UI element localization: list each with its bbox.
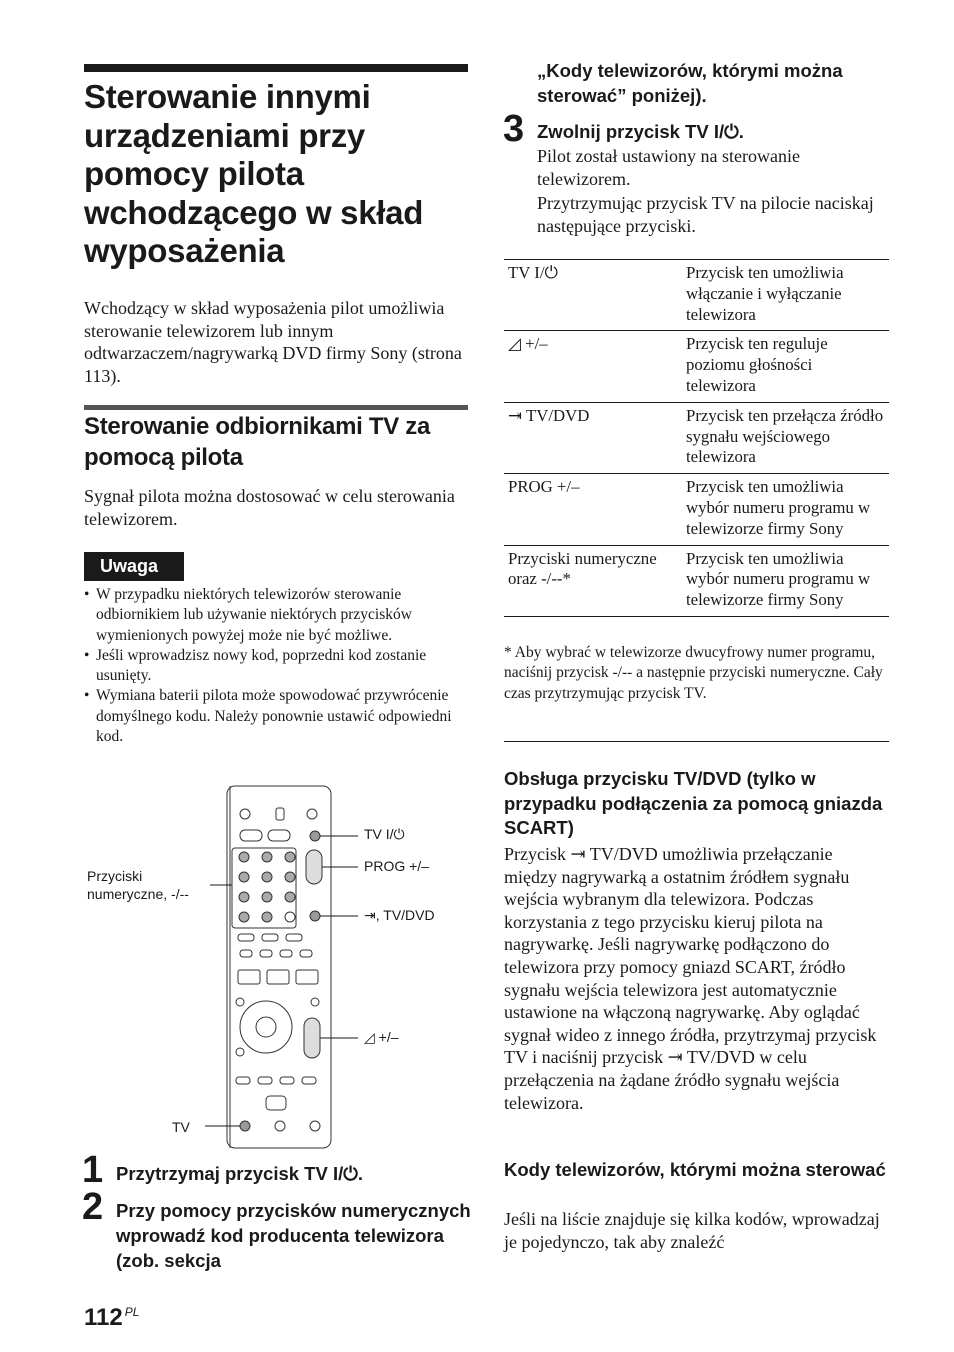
callout-volume: [364, 1028, 399, 1046]
table-row: [504, 474, 889, 545]
button-table: [504, 259, 889, 617]
codes-paragraph: Jeśli na liście znajduje się kilka kodów, wprowadzaj je pojedynczo, tak aby znaleźć: [504, 1209, 880, 1252]
table-cell-description: Przycisk ten umożliwia włączanie i wyłączanie telewizora: [686, 263, 844, 324]
table-cell-description: Przycisk ten przełącza źródło sygnału wejściowego telewizora: [686, 405, 884, 467]
tvdvd-heading: Obsługa przycisku TV/DVD (tylko w przypadku podłączenia za pomocą gniazda SCART): [504, 768, 883, 839]
table-footnote: * Aby wybrać w telewizorze dwucyfrowy numer programu, naciśnij przycisk -/-- a następnie przyciski numeryczne. Cały czas przytrzymując przycisk TV.: [504, 644, 883, 702]
step-2-text: Przy pomocy przycisków numerycznych wprowadź kod producenta telewizora (zob. sekcja: [116, 1200, 471, 1271]
step-3-line: Pilot został ustawiony na sterowanie telewizorem.: [537, 146, 800, 190]
table-cell-button: Przyciski numeryczne oraz -/--*: [508, 548, 657, 589]
page-language-suffix: PL: [124, 1305, 140, 1319]
tvdvd-text-2: TV/DVD umożliwia przełączanie między nagrywarką a ostatnim źródłem sygnału wejścia wybranym dla telewizora. Podczas korzystania z tego przycisku kieruj pilota na nagrywarkę. Jeśli nagrywarkę podłączono do telewizora przy pomocy gniazd SCART, źródło sygnału wejścia telewizora jest automatycznie ustawione na włączoną nagrywarkę. Aby oglądać sygnał wideo z innego źródła, przytrzymaj przycisk TV i naciśnij przycisk: [504, 844, 877, 1068]
note-item: • Wymiana baterii pilota może spowodować przywrócenie domyślnego kodu. Należy ponownie ustawić odpowiedni kod.: [84, 686, 470, 747]
step-2-number: 2: [82, 1186, 104, 1228]
table-cell-description: Przycisk ten reguluje poziomu głośności telewizora: [686, 334, 828, 395]
volume-icon: ◿: [508, 334, 526, 354]
table-row: [504, 545, 889, 616]
callout-input-label: , TV/DVD: [375, 907, 435, 923]
step-3-title: Zwolnij przycisk TV I/⏻.: [537, 121, 744, 142]
table-cell-button-label: +/–: [525, 334, 548, 354]
callout-prog: PROG +/–: [364, 858, 429, 874]
table-cell-button: TV I/⏻: [508, 263, 558, 282]
step-3-body: [537, 145, 897, 238]
table-cell-button: [504, 402, 682, 473]
section-heading: Sterowanie odbiornikami TV za pomocą pilota: [84, 413, 431, 471]
page-number: [84, 1297, 139, 1333]
page-number-value: 112: [84, 1304, 123, 1331]
note-list: [84, 585, 470, 747]
input-select-icon: ⇥: [508, 405, 526, 425]
step-1-text: Przytrzymaj przycisk TV I/⏻.: [116, 1163, 364, 1184]
note-item: • Jeśli wprowadzisz nowy kod, poprzedni kod zostanie usunięty.: [84, 646, 470, 687]
table-row: [504, 260, 889, 331]
callout-tv: TV: [172, 1119, 190, 1135]
page-title: Sterowanie innymi urządzeniami przy pomocy pilota wchodzącego w skład wyposażenia: [84, 78, 424, 269]
table-cell-button-label: TV/DVD: [525, 405, 590, 425]
codes-heading: Kody telewizorów, którymi można sterować: [504, 1159, 886, 1180]
table-cell-button: PROG +/–: [508, 477, 580, 497]
table-row: [504, 331, 889, 402]
tvdvd-paragraph: [504, 843, 890, 1114]
table-cell-description: Przycisk ten umożliwia wybór numeru programu w telewizorze firmy Sony: [686, 477, 871, 538]
title-rule: [84, 64, 468, 72]
step-2-continuation: „Kody telewizorów, którymi można sterować” poniżej).: [537, 60, 843, 106]
volume-icon: ◿: [364, 1029, 379, 1045]
tvdvd-text-1: Przycisk: [504, 844, 566, 864]
step-3-line: Przytrzymując przycisk TV na pilocie naciskaj następujące przyciski.: [537, 192, 874, 236]
table-cell-button: [504, 331, 682, 402]
step-3-number: 3: [503, 108, 525, 150]
note-badge: Uwaga: [84, 552, 184, 581]
callout-tv-power: TV I/⏻: [364, 826, 405, 842]
callout-volume-label: +/–: [378, 1029, 399, 1045]
section-rule: [84, 405, 468, 410]
input-select-icon: ⇥: [570, 844, 586, 864]
table-cell-description: Przycisk ten umożliwia wybór numeru programu w telewizorze firmy Sony: [686, 548, 871, 610]
callout-input: [364, 906, 435, 924]
step-1-number: 1: [82, 1149, 104, 1191]
note-item: • W przypadku niektórych telewizorów sterowanie odbiornikiem lub używanie niektórych przycisków wymienionych powyżej może nie być możliwe.: [84, 585, 470, 646]
section-paragraph: Sygnał pilota można dostosować w celu sterowania telewizorem.: [84, 486, 455, 529]
table-row: [504, 402, 889, 473]
intro-paragraph: Wchodzący w skład wyposażenia pilot umożliwia sterowanie telewizorem lub innym odtwarzaczem/nagrywarką DVD firmy Sony (strona 113).: [84, 298, 462, 386]
remote-control-illustration: [170, 780, 370, 1150]
input-select-icon: ⇥: [364, 907, 376, 923]
footnote-rule: [504, 741, 889, 742]
input-select-icon: ⇥: [667, 1047, 683, 1068]
tvdvd-text-3: TV/DVD w celu przełączenia na żądane źródło sygnału wejścia telewizora.: [504, 1047, 840, 1113]
callout-numeric: Przyciski numeryczne, -/--: [87, 868, 189, 902]
